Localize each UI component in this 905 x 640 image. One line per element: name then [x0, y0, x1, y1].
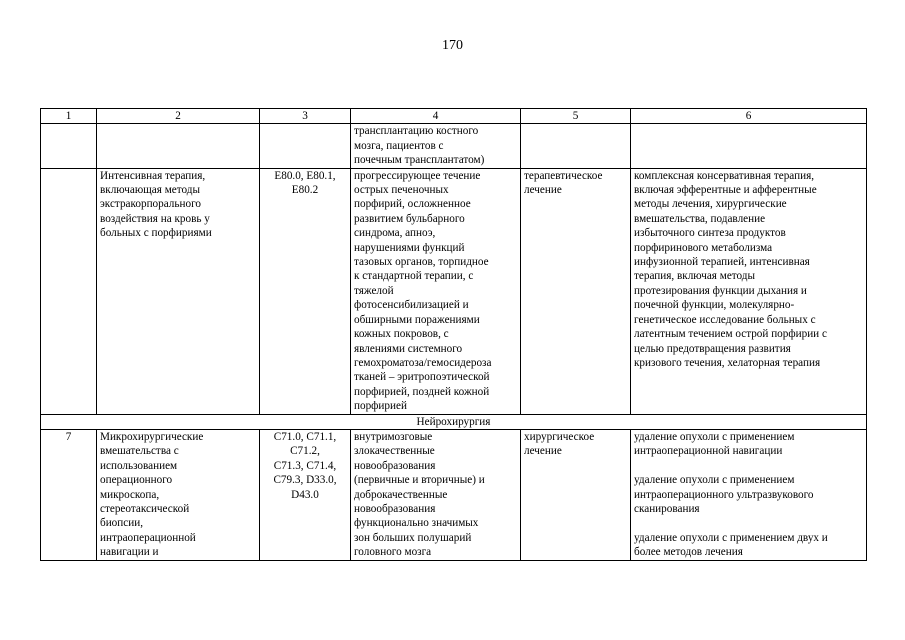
cell	[631, 124, 867, 168]
cell-treatment-method: удаление опухоли с применением интраоперационной навигации удаление опухоли с применением интраоперационного ультразвукового сканирования удаление опухоли с применением двух и более методов лечения	[631, 429, 867, 560]
section-row-neurosurgery	[41, 414, 867, 429]
cell-indications: внутримозговые злокачественные новообразования (первичные и вторичные) и доброкачественные новообразования функционально значимых зон больших полушарий головного мозга	[351, 429, 521, 560]
cell-icd-codes: E80.0, E80.1, E80.2	[260, 168, 351, 414]
document-table	[40, 108, 867, 561]
cell	[97, 124, 260, 168]
table-row-porphyria	[41, 168, 867, 414]
cell-treatment-type: хирургическое лечение	[521, 429, 631, 560]
header-col-2: 2	[97, 109, 260, 124]
table-row-continued	[41, 124, 867, 168]
table-row-7	[41, 429, 867, 560]
header-col-1: 1	[41, 109, 97, 124]
page-number: 170	[442, 38, 463, 53]
cell-treatment-method: комплексная консервативная терапия, включая эфферентные и афферентные методы лечения, хирургические вмешательства, подавление избыточного синтеза продуктов порфиринового метаболизма инфузионной терапией, интенсивная терапия, включая методы протезирования функции дыхания и почечной функции, молекулярно- генетическое исследование больных с латентным течением острой порфирии с целью предотвращения развития кризового течения, хелаторная терапия	[631, 168, 867, 414]
cell-number: 7	[41, 429, 97, 560]
header-col-5: 5	[521, 109, 631, 124]
cell-icd-codes: C71.0, C71.1, C71.2, C71.3, C71.4, C79.3, D33.0, D43.0	[260, 429, 351, 560]
header-col-6: 6	[631, 109, 867, 124]
cell-number	[41, 168, 97, 414]
header-col-4: 4	[351, 109, 521, 124]
cell	[41, 124, 97, 168]
cell	[521, 124, 631, 168]
cell-procedure-name: Интенсивная терапия, включающая методы экстракорпорального воздействия на кровь у больных с порфириями	[97, 168, 260, 414]
cell-indications: прогрессирующее течение острых печеночных порфирий, осложненное развитием бульбарного синдрома, апноэ, нарушениями функций тазовых органов, торпидное к стандартной терапии, с тяжелой фотосенсибилизацией и обширными поражениями кожных покровов, с явлениями системного гемохроматоза/гемосидероза тканей – эритропоэтической порфирией, поздней кожной порфирией	[351, 168, 521, 414]
cell	[260, 124, 351, 168]
table-header-row	[41, 109, 867, 124]
cell-procedure-name: Микрохирургические вмешательства с использованием операционного микроскопа, стереотаксической биопсии, интраоперационной навигации и	[97, 429, 260, 560]
cell-treatment-type: терапевтическое лечение	[521, 168, 631, 414]
cell-indications: трансплантацию костного мозга, пациентов с почечным трансплантатом)	[351, 124, 521, 168]
header-col-3: 3	[260, 109, 351, 124]
section-title: Нейрохирургия	[41, 414, 867, 429]
